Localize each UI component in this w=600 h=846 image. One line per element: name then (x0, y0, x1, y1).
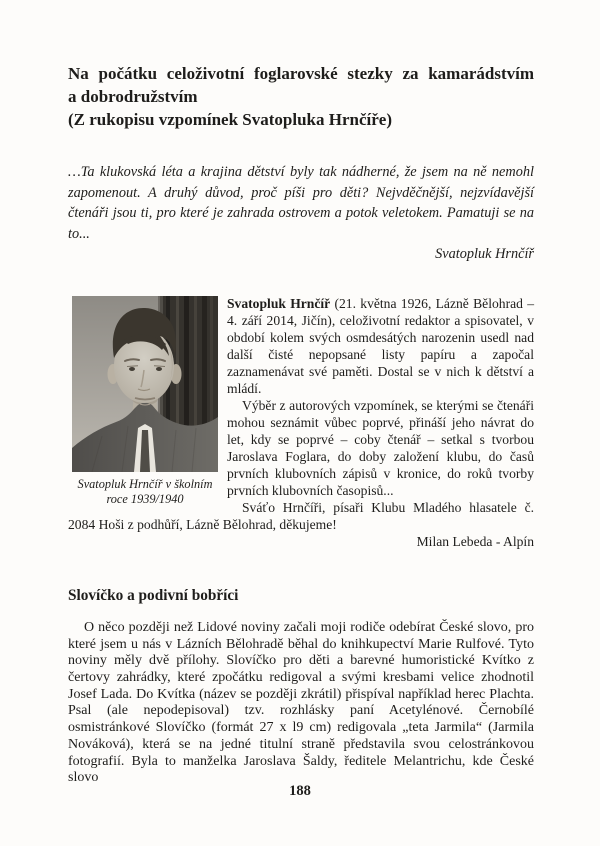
photo-caption-line: roce 1939/1940 (106, 491, 184, 506)
biography-section (68, 295, 534, 550)
photo-caption (72, 477, 218, 507)
photo-caption-line: Svatopluk Hrnčíř v školním (77, 476, 213, 491)
body-paragraph: O něco později než Lidové noviny začali moji rodiče odebírat České slovo, pro které jsem u nás v Lázních Bělohradě běhal do knihkupectví Marie Rulfové. Tyto noviny měly dvě přílohy. Slovíčko pro děti a barevné humoristické Kvítko z čertovy zahrádky, které zpočátku redigoval a svými kresbami velice zhodnotil Josef Lada. Do Kvítka (název se později zkrátil) přispíval například herec Plachta. Psal (ale nepodepisoval) tzv. rozhlásky paní Acetylénové. Černobílé osmistránkové Slovíčko (formát 27 x l9 cm) redigovala „teta Jarmila“ (Jarmila Nováková), která se na jedné titulní straně představila svou celostránkovou fotografií. Byla to manželka Jaroslava Šaldy, ředitele Melantrichu, kde České slovo (68, 619, 534, 786)
quote-text: …Ta klukovská léta a krajina dětství byly tak nádherné, že jsem na ně nemohl zapomenout. A druhý důvod, proč píši pro děti? Nejvděčnější, nejzvídavější čtenáři jsou ti, pro které je zahrada ostrovem a potok veletokem. Pamatuji se na to... (68, 164, 534, 242)
chapter-subtitle: (Z rukopisu vzpomínek Svatopluka Hrnčíře) (68, 110, 392, 129)
portrait-figure (72, 296, 218, 507)
page-content (68, 62, 534, 801)
portrait-photo (72, 296, 218, 472)
bio-thanks: Sváťo Hrnčíři, písaři Klubu Mladého hlasatele č. 2084 Hoši z podhůří, Lázně Bělohrad, děkujeme! (68, 499, 534, 532)
page-number: 188 (289, 783, 311, 799)
quote-attribution: Svatopluk Hrnčíř (435, 246, 534, 263)
bio-paragraph-text: (21. května 1926, Lázně Bělohrad – 4. září 2014, Jičín), celoživotní redaktor a spisovatel, v období kolem svých osmdesátých narozenin usedl nad další čisté nepopsané listy papíru a započal zaznamenávat své paměti. Dostal se v nich k dětství a mládí. (227, 295, 534, 396)
chapter-title-line: a dobrodružstvím (68, 87, 198, 106)
chapter-title (68, 62, 534, 131)
bio-paragraph: Výběr z autorových vzpomínek, se kterými se čtenáři mohou seznámit vůbec poprvé, přináší jeho návrat do let, kdy se poprvé – coby čtenář – setkal s tvorbou Jaroslava Foglara, do doby založení klubu, do časů prvních klubovních zápisů v kronice, do roků tvorby prvních klubovních časopisů... (227, 397, 534, 498)
bio-signature: Milan Lebeda - Alpín (416, 533, 534, 549)
section-heading: Slovíčko a podivní bobříci (68, 586, 239, 604)
epigraph-quote (68, 162, 534, 265)
person-name: Svatopluk Hrnčíř (227, 295, 331, 311)
chapter-title-line: Na počátku celoživotní foglarovské stezky za kamarádstvím (68, 64, 534, 83)
